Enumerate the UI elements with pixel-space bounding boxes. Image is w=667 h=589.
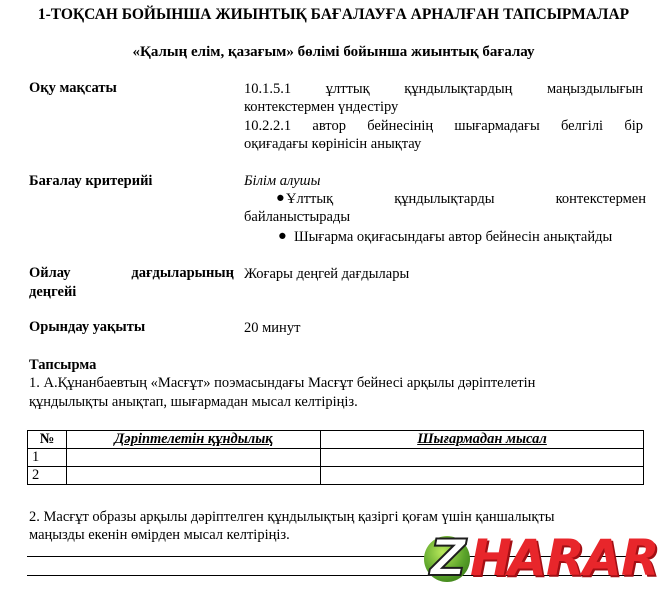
objective-2-line1: 10.2.2.1 автор бейнесінің шығармадағы белгілі бір [244, 118, 643, 134]
logo-letter: R [621, 529, 660, 587]
document-subtitle: «Қалың елім, қазағым» бөлімі бойынша жиынтық бағалау [132, 44, 535, 60]
logo-letter: Z [430, 529, 467, 587]
table-row [28, 449, 644, 467]
objective-2-line2: оқиғадағы көрінісін анықтау [244, 136, 422, 152]
question-1-line2: құндылықты анықтап, шығармадан мысал келтіріңіз. [29, 394, 358, 410]
row-number: 1 [28, 449, 67, 467]
example-cell[interactable] [321, 449, 644, 467]
value-cell[interactable] [67, 467, 321, 485]
objectives-label: Оқу мақсаты [29, 80, 117, 96]
criteria-bullet-1-line1: Ұлттық құндылықтарды контекстермен [286, 191, 646, 207]
thinking-label-line2: деңгейі [29, 284, 77, 300]
logo-letter: H [470, 529, 512, 587]
time-label: Орындау уақыты [29, 319, 146, 335]
bullet-dot-2: ● [278, 228, 287, 244]
criteria-bullet-1-line2: байланыстырады [244, 209, 351, 225]
document-title: 1-ТОҚСАН БОЙЫНША ЖИЫНТЫҚ БАҒАЛАУҒА АРНАЛҒАН ТАПСЫРМАЛАР [37, 6, 630, 23]
thinking-value: Жоғары деңгей дағдылары [244, 266, 410, 282]
thinking-label-line1: Ойлау дағдыларының [29, 265, 234, 281]
task-heading: Тапсырма [29, 357, 97, 373]
criteria-label: Бағалау критерийі [29, 173, 153, 189]
objective-1-line2: контекстермен үндестіру [244, 99, 399, 115]
objective-1-line1: 10.1.5.1 ұлттық құндылықтардың маңыздылығын [244, 81, 643, 97]
bullet-dot-1: ● [276, 190, 285, 206]
header-value: Дәріптелетін құндылық [67, 431, 321, 449]
question-2-line2: маңызды екенін өмірден мысал келтіріңіз. [29, 527, 290, 543]
header-number: № [28, 431, 67, 449]
table-row [28, 467, 644, 485]
example-cell[interactable] [321, 467, 644, 485]
logo-letter: R [546, 529, 585, 587]
value-cell[interactable] [67, 449, 321, 467]
answer-table [27, 430, 644, 485]
row-number: 2 [28, 467, 67, 485]
header-example: Шығармадан мысал [321, 431, 644, 449]
question-2-line1: 2. Масғұт образы арқылы дәріптелген құндылықтың қазіргі қоғам үшін қаншалықты [29, 509, 555, 525]
table-header-row [28, 431, 644, 449]
criteria-intro: Білім алушы [244, 173, 321, 189]
logo-letter: A [583, 529, 622, 587]
time-value: 20 минут [244, 320, 301, 336]
logo-letter: A [508, 529, 547, 587]
criteria-bullet-2: Шығарма оқиғасындағы автор бейнесін анықтайды [294, 229, 613, 245]
question-1-line1: 1. А.Құнанбаевтың «Масғұт» поэмасындағы Масғұт бейнесі арқылы дәріптелетін [29, 375, 536, 391]
zharar-logo [420, 530, 663, 586]
